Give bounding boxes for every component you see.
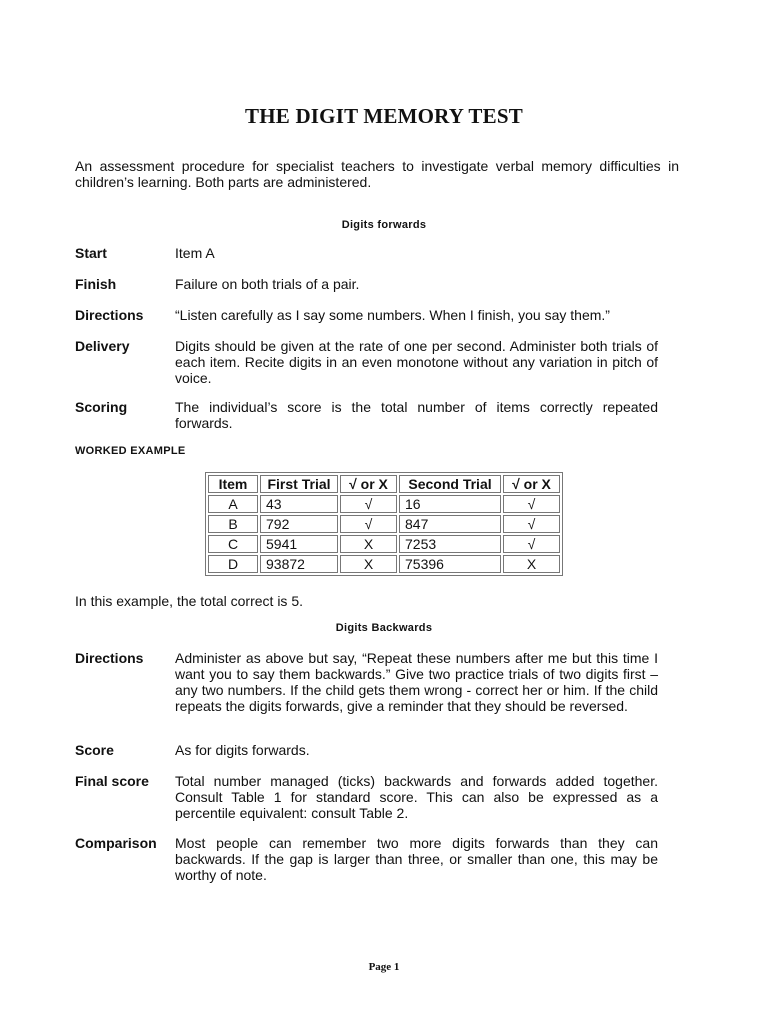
worked-example-table	[205, 472, 563, 576]
cell-item: D	[208, 555, 258, 573]
cell-first-mark: √	[340, 515, 397, 533]
scoring-label: Scoring	[75, 399, 128, 415]
header-first-mark: √ or X	[340, 475, 397, 493]
cell-first-mark: X	[340, 535, 397, 553]
page-title: THE DIGIT MEMORY TEST	[245, 104, 523, 128]
cell-item: A	[208, 495, 258, 513]
score-text: As for digits forwards.	[175, 742, 310, 758]
cell-second-trial: 16	[399, 495, 501, 513]
final-score-text: Total number managed (ticks) backwards and forwards added together. Consult Table 1 for standard score. This can also be expressed as a percentile equivalent: consult Table 2.	[175, 773, 658, 821]
start-text: Item A	[175, 245, 215, 261]
cell-second-trial: 7253	[399, 535, 501, 553]
cell-first-trial: 43	[260, 495, 338, 513]
cell-item: C	[208, 535, 258, 553]
cell-second-mark: √	[503, 495, 560, 513]
comparison-text: Most people can remember two more digits forwards than they can backwards. If the gap is larger than three, or smaller than one, this may be worthy of note.	[175, 835, 658, 883]
cell-second-trial: 847	[399, 515, 501, 533]
cell-first-trial: 792	[260, 515, 338, 533]
header-first-trial: First Trial	[260, 475, 338, 493]
cell-first-trial: 5941	[260, 535, 338, 553]
finish-label: Finish	[75, 276, 117, 292]
start-label: Start	[75, 245, 107, 261]
scoring-text: The individual’s score is the total number of items correctly repeated forwards.	[175, 399, 658, 431]
table-row	[208, 555, 560, 573]
digits-backwards-heading: Digits Backwards	[335, 622, 433, 634]
digits-forwards-heading: Digits forwards	[341, 219, 427, 231]
header-second-mark: √ or X	[503, 475, 560, 493]
score-label: Score	[75, 742, 114, 758]
backwards-directions-label: Directions	[75, 650, 144, 666]
table-row	[208, 515, 560, 533]
final-score-label: Final score	[75, 773, 149, 789]
header-item: Item	[208, 475, 258, 493]
cell-first-mark: X	[340, 555, 397, 573]
header-second-trial: Second Trial	[399, 475, 501, 493]
delivery-label: Delivery	[75, 338, 130, 354]
comparison-label: Comparison	[75, 835, 157, 851]
worked-example-heading: WORKED EXAMPLE	[75, 445, 186, 457]
directions-text: “Listen carefully as I say some numbers. When I finish, you say them.”	[175, 307, 610, 323]
backwards-directions-text: Administer as above but say, “Repeat these numbers after me but this time I want you to say them backwards.” Give two practice trials of two digits first – any two numbers. If the child gets them wrong - correct her or him. If the child repeats the digits forwards, give a reminder that they should be reversed.	[175, 650, 658, 714]
cell-second-mark: √	[503, 515, 560, 533]
example-total-note: In this example, the total correct is 5.	[75, 593, 303, 609]
delivery-text: Digits should be given at the rate of one per second. Administer both trials of each item. Recite digits in an even monotone without any variation in pitch of voice.	[175, 338, 658, 386]
intro-paragraph: An assessment procedure for specialist teachers to investigate verbal memory difficulties in children’s learning. Both parts are administered.	[75, 158, 679, 190]
cell-second-mark: X	[503, 555, 560, 573]
finish-text: Failure on both trials of a pair.	[175, 276, 360, 292]
cell-item: B	[208, 515, 258, 533]
cell-first-mark: √	[340, 495, 397, 513]
cell-second-trial: 75396	[399, 555, 501, 573]
cell-second-mark: √	[503, 535, 560, 553]
page-number: Page 1	[368, 961, 400, 973]
table-header-row	[208, 475, 560, 493]
table-row	[208, 535, 560, 553]
cell-first-trial: 93872	[260, 555, 338, 573]
directions-label: Directions	[75, 307, 144, 323]
table-row	[208, 495, 560, 513]
